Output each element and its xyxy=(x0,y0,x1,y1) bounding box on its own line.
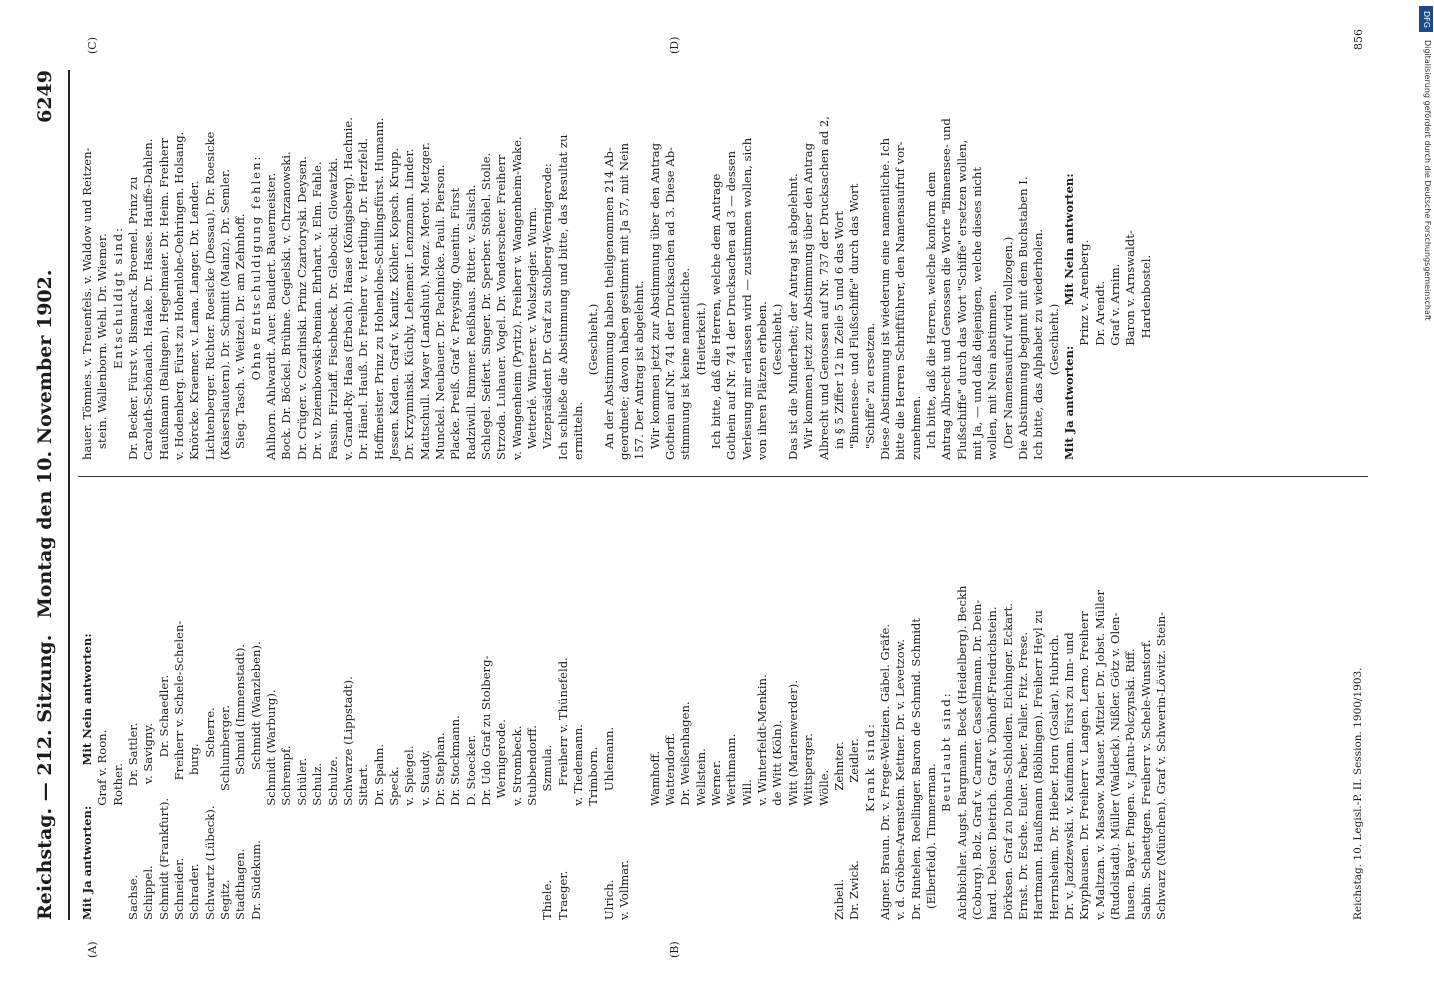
text-line: stein. Wallenborn. Wehl. Dr. Wiemer. xyxy=(95,233,110,460)
text-line: v. Staudy. xyxy=(417,750,432,920)
text-line: Dr. Hänel. Hauß. Dr. Freiherr v. Hertling. Dr. Herzfeld. xyxy=(356,137,371,460)
text-line: Verlesung mir erlassen wird — zustimmen wollen, sich xyxy=(739,137,754,460)
text-line: Vizepräsident Dr. Graf zu Stolberg-Wernigerode: xyxy=(540,163,555,460)
text-line: Sieg. Tasch. v. Weitzel. Dr. am Zehnhoff. xyxy=(233,213,248,460)
text-line: v. Tiedemann. xyxy=(571,724,585,920)
text-line: Dr. Becker. Fürst v. Bismarck. Broemel. Prinz zu xyxy=(126,176,141,460)
text-line: Sittart. xyxy=(356,763,371,920)
text-line: Dörksen. Graf zu Dohna-Schlodien. Eichinger. Eckart. xyxy=(1000,603,1015,920)
text-line: in § 5 Ziffer 12 in Zeile 5 und 6 das Wort xyxy=(831,210,846,460)
column-divider xyxy=(78,476,1368,477)
text-line: zunehmen. xyxy=(908,395,923,460)
text-line: Die Abstimmung beginnt mit dem Buchstaben I. xyxy=(1015,176,1030,460)
text-line: Speck. xyxy=(386,766,401,920)
dfg-logo: DFG xyxy=(1419,6,1433,32)
text-line: Wittsperger. xyxy=(801,733,816,920)
text-line: hauer. Tönnies. v. Treuenfels. v. Waldow und Reitzen- xyxy=(80,147,94,460)
text-line: Schwarze (Lippstadt). xyxy=(340,676,355,920)
page-footer: Reichstag. 10. Legisl.-P. II. Session. 1900/1903. xyxy=(1352,667,1364,920)
text-line: Mit Ja antworten: Mit Nein antworten: xyxy=(1062,173,1076,460)
text-line: Carolath-Schönaich. Haake. Dr. Hasse. Hauffe-Dahlen. xyxy=(141,138,156,460)
text-line: Aigner. Braun. Dr. v. Frege-Weltzien. Gäbel. Gräfe. xyxy=(877,623,892,920)
header-rule xyxy=(68,70,70,920)
text-line: Schneider. Freiherr v. Schele-Schelen- xyxy=(172,620,187,920)
margin-marker-d: (D) xyxy=(668,36,681,54)
margin-marker-a: (A) xyxy=(86,941,99,958)
header-left: Reichstag. — 212. Sitzung. xyxy=(34,634,56,920)
text-line: geordnete; davon haben gestimmt mit Ja 57, mit Nein xyxy=(617,142,632,460)
text-line: (Heiterkeit.) xyxy=(693,302,708,460)
text-line: Radziwill. Rimmer. Reißhaus. Ritter. v. Salisch. xyxy=(463,184,478,460)
text-line: Rother. xyxy=(110,763,125,920)
text-line: Ich bitte, daß die Herren, welche konform dem xyxy=(923,171,938,460)
text-line: Dr. Weißenhagen. xyxy=(678,701,693,920)
text-line: Wir kommen jetzt zur Abstimmung über den Antrag xyxy=(801,142,816,460)
text-line: (Elberfeld). Timmerman. xyxy=(923,763,938,920)
text-line xyxy=(632,490,647,920)
text-line: Will. xyxy=(739,779,754,920)
text-line: Das ist die Minderheit; der Antrag ist abgelehnt. xyxy=(785,173,800,460)
text-line: Hartmann. Haußmann (Böblingen). Freiherr Heyl zu xyxy=(1031,610,1046,920)
text-line: (Der Namensaufruf wird vollzogen.) xyxy=(1000,236,1015,460)
text-line: Dr. Crüger. v. Czarlinski. Prinz Czartoryski. Deysen. xyxy=(294,156,309,460)
text-line: Thiele. Szmula. xyxy=(540,744,555,920)
text-line: Wölle. xyxy=(816,769,831,920)
text-line: Albrecht und Genossen auf Nr. 737 der Drucksachen ad 2, xyxy=(816,116,831,460)
text-line: Gothein auf Nr. 741 der Drucksachen ad 3. Diese Ab- xyxy=(663,146,678,460)
text-line: Segitz. Schlumberger. xyxy=(218,705,233,920)
text-line: v. Spiegel. xyxy=(402,745,417,920)
text-line: "Schiffe" zu ersetzen. xyxy=(862,322,877,460)
text-line: Dr. Krzyminski. Küchly. Lehemeir. Lenzmann. Linder. xyxy=(402,148,417,460)
text-line: hard. Delsor. Dietrich. Graf v. Dönhoff-Friedrichstein. xyxy=(985,606,1000,920)
text-line: Zubeil. Zehnter. xyxy=(831,741,846,920)
text-line: (Geschieht.) xyxy=(770,303,785,460)
text-line: Schüler. xyxy=(294,757,309,920)
margin-marker-c: (C) xyxy=(86,37,99,54)
text-line: Bock. Dr. Böckel. Brühne. Cegielski. v. Chrzanowski. xyxy=(279,151,294,460)
text-line: Wattendorff. xyxy=(663,732,678,920)
text-line: Ernst. Dr. Esche. Euler. Faber. Faller. Fitz. Frese. xyxy=(1015,631,1030,920)
text-line: "Binnensee- und Flußschiffe" durch das Wort xyxy=(847,183,862,460)
header-right xyxy=(34,70,56,618)
digitization-note: Digitalisierung gefördert durch die Deutsche Forschungsgemeinschaft xyxy=(1423,40,1432,321)
text-line: v. Maltzan. v. Massow. Mauser. Mitzler. Dr. Jobst. Müller xyxy=(1092,589,1107,920)
text-line: Ich bitte, das Alphabet zu wiederholen. xyxy=(1031,228,1046,460)
text-line: Mit Ja antworten: Mit Nein antworten: xyxy=(80,633,94,920)
text-line: Dr. Udo Graf zu Stolberg- xyxy=(478,655,493,920)
text-line: Entschuldigt sind: xyxy=(110,226,125,460)
text-line: Aichbichler. Augst. Bargmann. Beck (Heidelberg). Beckh xyxy=(954,585,969,920)
text-line: Sachse. Dr. Sattler. xyxy=(126,722,141,920)
text-line: Knörcke. Kraemer. v. Lama. Langer. Dr. Lender. xyxy=(187,180,202,460)
text-line: Krank sind: xyxy=(862,722,877,920)
text-line: Ich bitte, daß die Herren, welche dem Antrage xyxy=(709,173,724,460)
page-number: 6249 xyxy=(34,70,56,123)
text-line: Dr. Südekum. Schmidt (Wanzleben). xyxy=(248,641,263,920)
text-line: Trimborn. xyxy=(586,746,601,920)
text-line: Baron v. Arnswaldt- xyxy=(1123,230,1138,460)
text-line: Wetterlé. Winterer. v. Wolszlegier. Wurm. xyxy=(524,207,539,460)
text-line: Wernigerode. xyxy=(494,719,509,920)
text-line: (Kaiserslautern). Dr. Schmitt (Mainz). Dr. Semler. xyxy=(218,169,233,460)
text-line: D. Stoecker. xyxy=(463,734,478,920)
text-line: Werthmann. xyxy=(724,733,739,920)
text-line: v. Vollmar. xyxy=(617,859,632,920)
text-line: Lichtenberger. Richter. Roesicke (Dessau). Dr. Roesicke xyxy=(202,131,217,460)
text-line: de Witt (Köln). xyxy=(770,720,785,920)
text-line: Knyphausen. Dr. Freiherr v. Langen. Lerno. Freiherr xyxy=(1077,611,1092,920)
text-line: Ich schließe die Abstimmung und bitte, das Resultat zu xyxy=(555,134,570,460)
text-line: Schlegel. Seifert. Singer. Dr. Sperber. Stöhel. Stolle. xyxy=(478,152,493,460)
text-line: Stadthagen. Schmid (Immenstadt). xyxy=(233,643,248,920)
text-line: Gothein auf Nr. 741 der Drucksachen ad 3 — dessen xyxy=(724,150,739,460)
text-line: v. Winterfeldt-Menkin. xyxy=(755,674,770,920)
text-line: Hoffmeister. Prinz zu Hohenlohe-Schillingsfürst. Humann. xyxy=(371,117,386,460)
text-line: Strzoda. Luhauer. Vogel. Dr. Vonderscheer. Freiherr xyxy=(494,154,509,460)
text-line: (Geschieht.) xyxy=(1046,303,1061,460)
text-line: v. Strombeck. xyxy=(509,725,524,920)
text-line: Jessen. Kaden. Graf v. Kanitz. Köhler. Kopsch. Krupp. xyxy=(386,147,401,460)
text-line: Placke. Preiß. Graf v. Preysing. Quentin. Fürst xyxy=(448,187,463,460)
text-line: (Geschieht.) xyxy=(586,303,601,460)
text-line: Ahlhorn. Ahlwardt. Auer. Baudert. Bauermeister. xyxy=(264,172,279,460)
text-line: Dr. Stephan. xyxy=(432,732,447,920)
text-line: 157. Der Antrag ist abgelehnt. xyxy=(632,280,647,460)
digitization-sidebar xyxy=(1416,0,1434,1000)
text-line: (Coburg). Bolz. Graf v. Carmer. Cassellmann. Dr. Dein- xyxy=(969,599,984,920)
text-line: Schulze. xyxy=(325,756,340,920)
text-line: Haußmann (Balingen). Hegelmaier. Dr. Heim. Freiherr xyxy=(156,138,171,460)
text-line: husen. Bayer. Pingen. v. Jantu-Polczynski. Riff. xyxy=(1123,648,1138,920)
right-column xyxy=(80,60,1154,460)
text-line: (Rudolstadt). Müller (Waldeck). Nißler. Götz v. Olen- xyxy=(1108,612,1123,920)
text-line: Prinz v. Arenberg. xyxy=(1077,239,1092,460)
text-line: Wellstein. xyxy=(693,748,708,920)
text-line: Dr. Spahn. xyxy=(371,743,386,920)
text-line: v. Wangenheim (Pyritz). Freiherr v. Wangenheim-Wake. xyxy=(509,136,524,460)
left-column xyxy=(80,490,1169,920)
text-line: Sabin. Schaettgen. Freiherr v. Schele-Wunstorf. xyxy=(1138,639,1153,920)
text-line: Dr. Arendt. xyxy=(1092,280,1107,460)
text-line: Stubbendorff. xyxy=(524,725,539,920)
text-line: Ulrich. Uhlemann. xyxy=(601,726,616,920)
text-line: Antrag Albrecht und Genossen die Worte "Binnensee- und xyxy=(939,118,954,460)
text-line: Munckel. Neubauer. Dr. Pachnicke. Pauli. Pierson. xyxy=(432,164,447,460)
text-line: von ihren Plätzen erheben. xyxy=(755,301,770,460)
text-line: An der Abstimmung haben theilgenommen 214 Ab- xyxy=(601,147,616,460)
text-line: Ohne Entschuldigung fehlen: xyxy=(248,154,263,460)
text-line: Schulz. xyxy=(310,762,325,920)
text-line: Mattschull. Mayer (Landshut). Menz. Merot. Metzger. xyxy=(417,142,432,460)
text-line: Beurlaubt sind: xyxy=(939,691,954,920)
text-line: Wamhoff. xyxy=(647,750,662,920)
text-line: Herrnsheim. Dr. Hieber. Horn (Goslar). Hubrich. xyxy=(1046,634,1061,920)
page-code: 856 xyxy=(1352,29,1365,50)
text-line: Wir kommen jetzt zur Abstimmung über den Antrag xyxy=(647,142,662,460)
text-line: Traeger. Freiherr v. Thünefeld. xyxy=(555,657,570,920)
text-line: wollen, mit Nein abstimmen. xyxy=(985,290,1000,460)
text-line: v. Hodenberg. Fürst zu Hohenlohe-Oehringen. Holsang. xyxy=(172,131,187,460)
text-line: Graf v. Roon. xyxy=(95,729,110,920)
text-line: Schmidt (Warburg). xyxy=(264,689,279,920)
header-date: Montag den 10. November 1902. xyxy=(34,269,56,619)
text-line: Schrempf. xyxy=(279,745,294,920)
margin-marker-b: (B) xyxy=(668,941,681,958)
text-line: Witt (Marienwerder). xyxy=(785,680,800,920)
text-line: Schrader. burg. xyxy=(187,743,202,920)
text-line: Dr. Rintelen. Roellinger. Baron de Schmid. Schmidt xyxy=(908,617,923,920)
text-line: Schmidt (Frankfurt). Dr. Schaedler. xyxy=(156,674,171,920)
text-line: Dr. Stockmann. xyxy=(448,715,463,920)
text-line: Werner. xyxy=(709,760,724,920)
text-line: Flußschiffe" durch das Wort "Schiffe" ersetzen wollen, xyxy=(954,139,969,460)
text-line: Dr. v. Dziembowski-Pomian. Ehrhart. v. Elm. Fahle. xyxy=(310,161,325,460)
page-header xyxy=(30,70,70,920)
text-line: v. d. Gröben-Arenstein. Kettner. Dr. v. Levetzow. xyxy=(893,639,908,920)
text-line: Schwarz (München). Graf v. Schwerin-Löwitz. Stein- xyxy=(1154,611,1169,920)
text-line: stimmung ist keine namentliche. xyxy=(678,267,693,460)
text-line: Schippel. v. Savigny. xyxy=(141,722,156,920)
text-line: mit Ja, — und daß diejenigen, welche dieses nicht xyxy=(969,166,984,460)
text-line: Graf v. Arnim. xyxy=(1108,263,1123,460)
text-line: Hardenbostel. xyxy=(1138,254,1153,460)
text-line: v. Grand-Ry. Haas (Erbach). Haase (Königsberg). Hachnie. xyxy=(340,117,355,460)
text-line: Diese Abstimmung ist wiederum eine namentliche. Ich xyxy=(877,137,892,460)
text-line: bitte die Herren Schriftführer, den Namensaufruf vor- xyxy=(893,141,908,460)
text-line: ermitteln. xyxy=(571,401,585,460)
text-line: Dr. Zwick. Zeidler. xyxy=(847,738,862,920)
text-line: Dr. v. Jazdzewski. v. Kaufmann. Fürst zu Inn- und xyxy=(1062,632,1076,920)
text-line: Fassin. Firzlaff. Fischbeck. Dr. Glebocki. Glowatzki. xyxy=(325,157,340,460)
text-line: Schwartz (Lübeck). Scherre. xyxy=(202,707,217,920)
